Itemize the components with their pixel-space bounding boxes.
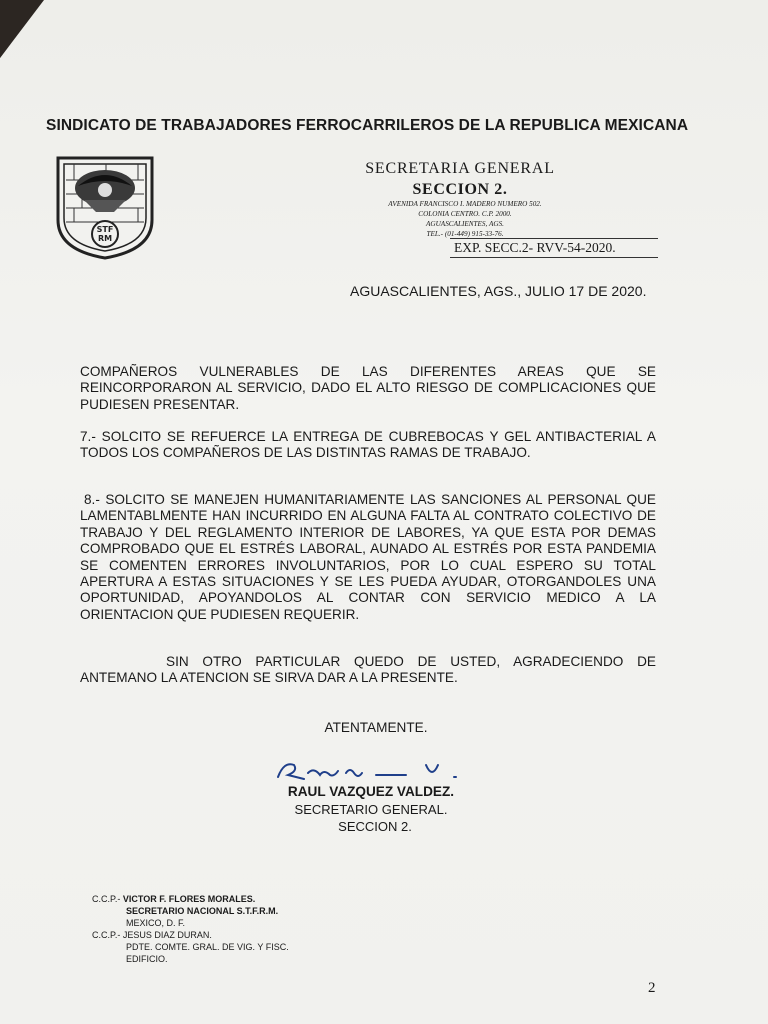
ccp-1 bbox=[92, 894, 255, 905]
paragraph-item-7: 7.- SOLCITO SE REFUERCE LA ENTREGA DE CUBREBOCAS Y GEL ANTIBACTERIAL A TODOS LOS COMPAÑEROS DE LAS DISTINTAS RAMAS DE TRABAJO. bbox=[80, 429, 656, 461]
ccp-1-name: VICTOR F. FLORES MORALES. bbox=[122, 894, 256, 904]
signer-title: SECRETARIO GENERAL. bbox=[294, 802, 448, 817]
union-seal-icon bbox=[54, 150, 156, 260]
union-heading: SINDICATO DE TRABAJADORES FERROCARRILEROS DE LA REPUBLICA MEXICANA bbox=[46, 117, 689, 134]
ccp-1-role: SECRETARIO NACIONAL S.T.F.R.M. bbox=[126, 906, 279, 916]
union-logo bbox=[54, 150, 156, 260]
handwritten-signature bbox=[276, 755, 486, 785]
ccp-2-role: PDTE. COMTE. GRAL. DE VIG. Y FISC. bbox=[126, 942, 289, 952]
page-number: 2 bbox=[648, 980, 656, 996]
reference-number: EXP. SECC.2- RVV-54-2020. bbox=[450, 238, 658, 258]
address-line-2: COLONIA CENTRO. C.P. 2000. bbox=[418, 210, 512, 218]
ccp-1-label: C.C.P.- bbox=[92, 894, 121, 904]
paragraph-continued: COMPAÑEROS VULNERABLES DE LAS DIFERENTES AREAS QUE SE REINCORPORARON AL SERVICIO, DADO EL ALTO RIESGO DE COMPLICACIONES QUE PUDIESEN PRESENTAR. bbox=[80, 364, 656, 412]
ccp-2 bbox=[92, 930, 212, 941]
signer-name: RAUL VAZQUEZ VALDEZ. bbox=[287, 784, 455, 799]
salutation: ATENTAMENTE. bbox=[324, 720, 428, 735]
office-title: SECRETARIA GENERAL bbox=[365, 160, 555, 177]
paragraph-closing: SIN OTRO PARTICULAR QUEDO DE USTED, AGRADECIENDO DE ANTEMANO LA ATENCION SE SIRVA DAR A LA PRESENTE. bbox=[80, 654, 656, 686]
address-line-4: TEL.- (01-449) 915-33-76. bbox=[426, 230, 504, 238]
svg-text:RM: RM bbox=[97, 234, 113, 243]
address-line-3: AGUASCALIENTES, AGS. bbox=[426, 220, 504, 228]
signature-icon bbox=[276, 755, 486, 785]
ccp-1-place: MEXICO, D. F. bbox=[126, 918, 186, 928]
date-line: AGUASCALIENTES, AGS., JULIO 17 DE 2020. bbox=[350, 283, 647, 299]
ccp-2-place: EDIFICIO. bbox=[126, 954, 168, 964]
signer-section: SECCION 2. bbox=[338, 819, 412, 834]
ccp-2-label: C.C.P.- bbox=[92, 930, 121, 940]
section-title: SECCION 2. bbox=[412, 181, 508, 198]
address-line-1: AVENIDA FRANCISCO I. MADERO NUMERO 502. bbox=[388, 200, 542, 208]
paragraph-item-8: 8.- SOLCITO SE MANEJEN HUMANITARIAMENTE LAS SANCIONES AL PERSONAL QUE LAMENTABLMENTE HAN INCURRIDO EN ALGUNA FALTA AL CONTRATO COLECTIVO DE TRABAJO Y DEL REGLAMENTO INTERIOR DE LABORES, YA QUE ESTA POR DEMAS COMPROBADO QUE EL ESTRÉS LABORAL, AUNADO AL ESTRÉS POR ESTA PANDEMIA SE COMENTEN ERRORES INVOLUNTARIOS, POR LO CUAL ESPERO SU TOTAL APERTURA A ESTAS SITUACIONES Y SE LES PUEDA AYUDAR, OTORGANDOLES UNA OPORTUNIDAD, APOYANDOLOS AL CONTAR CON SERVICIO MEDICO A LA ORIENTACION QUE PUDIESEN REQUERIR. bbox=[80, 492, 656, 622]
svg-text:STF: STF bbox=[96, 225, 114, 234]
ccp-2-name: JESUS DIAZ DURAN. bbox=[122, 930, 212, 940]
